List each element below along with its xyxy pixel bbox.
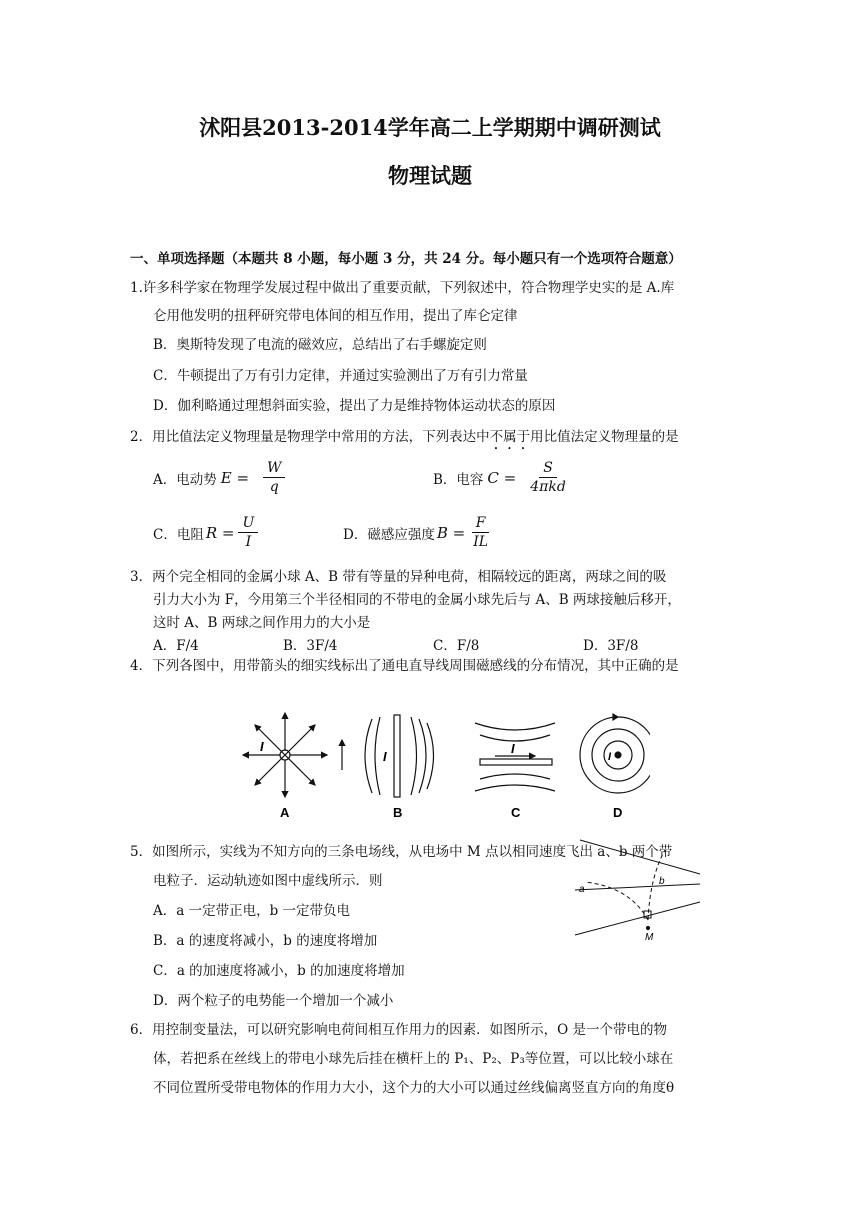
q5-figure <box>570 832 705 942</box>
q1-option-d: D．伽利略通过理想斜面实验，提出了力是维持物体运动状态的原因 <box>153 398 556 414</box>
q3-stem-line3: 这时 A、B 两球之间作用力的大小是 <box>153 615 371 631</box>
q4-figure-d <box>580 714 650 793</box>
q2-option-c <box>153 515 258 550</box>
q5-fig-label-b: b <box>659 876 665 887</box>
q4-stem: 4．下列各图中，用带箭头的细实线标出了通电直导线周围磁感线的分布情况，其中正确的是 <box>130 658 679 674</box>
q2-option-d-lhs: B = <box>436 523 466 542</box>
q2-option-a-lhs: E = <box>220 468 250 487</box>
q2-option-d-label: D．磁感应强度 <box>343 526 435 543</box>
q4-fig-label-c: C <box>511 805 521 820</box>
q2-option-b-label: B．电容 <box>433 471 484 488</box>
q2-option-d-fraction <box>469 515 492 550</box>
section-heading: 一、单项选择题（本题共 8 小题，每小题 3 分，共 24 分。每小题只有一个选项符合题意） <box>130 251 682 267</box>
q2-option-b-lhs: C = <box>487 468 517 487</box>
q4-fig-c-current-label: I <box>511 741 515 756</box>
q5-option-d: D．两个粒子的电势能一个增加一个减小 <box>153 993 394 1009</box>
q2-option-b-denominator: 4πkd <box>530 479 566 495</box>
q5-option-b: B．a 的速度将减小，b 的速度将增加 <box>153 933 378 949</box>
q2-option-c-numerator: U <box>238 515 258 533</box>
q4-figure <box>230 705 650 825</box>
q5-option-a: A．a 一定带正电，b 一定带负电 <box>153 903 351 919</box>
q2-option-b-numerator: S <box>539 460 557 478</box>
q2-stem-emphasis: 不属于 <box>489 429 531 445</box>
q6-stem-line1: 6．用控制变量法，可以研究影响电荷间相互作用力的因素．如图所示，O 是一个带电的物 <box>130 1022 667 1038</box>
q3-option-d: D．3F/8 <box>583 638 639 654</box>
q2-option-c-lhs: R = <box>205 523 235 542</box>
paper-subtitle: 物理试题 <box>388 163 472 188</box>
q4-fig-label-a: A <box>280 805 290 820</box>
q5-fig-label-m: M <box>645 932 654 942</box>
q2-option-b-fraction <box>526 460 570 495</box>
q2-stem <box>130 425 679 453</box>
q4-fig-label-b: B <box>393 805 403 820</box>
q4-fig-b-current-label: I <box>383 749 387 764</box>
q2-option-c-denominator: I <box>245 534 252 550</box>
q5-stem-line2: 电粒子．运动轨迹如图中虚线所示．则 <box>153 873 383 889</box>
q3-option-b: B．3F/4 <box>283 638 338 654</box>
paper-title: 沭阳县2013-2014学年高二上学期期中调研测试 <box>199 115 661 140</box>
q2-stem-post: 用比值法定义物理量的是 <box>530 429 679 445</box>
q2-option-d-denominator: IL <box>473 534 489 550</box>
q5-fig-label-a: a <box>579 884 585 895</box>
q1-option-b: B．奥斯特发现了电流的磁效应，总结出了右手螺旋定则 <box>153 337 487 353</box>
q3-stem-line2: 引力大小为 F，今用第三个半径相同的不带电的金属小球先后与 A、B 两球接触后移开， <box>153 592 681 608</box>
q3-option-c: C．F/8 <box>433 638 480 654</box>
q2-option-a-numerator: W <box>263 460 285 478</box>
q5-option-c: C．a 的加速度将减小，b 的加速度将增加 <box>153 963 405 979</box>
q6-stem-line3: 不同位置所受带电物体的作用力大小，这个力的大小可以通过丝线偏离竖直方向的角度θ <box>153 1080 675 1096</box>
q2-option-a-fraction <box>263 460 285 495</box>
q1-option-c: C．牛顿提出了万有引力定律，并通过实验测出了万有引力常量 <box>153 368 528 384</box>
q4-fig-a-current-label: I <box>260 739 264 754</box>
q5-stem-line1: 5．如图所示，实线为不知方向的三条电场线，从电场中 M 点以相同速度飞出 a、b 两个带 <box>130 844 673 860</box>
q2-option-c-fraction <box>238 515 258 550</box>
q1-stem-line2: 仑用他发明的扭秤研究带电体间的相互作用，提出了库仑定律 <box>153 308 518 324</box>
q1-stem-line1: 1.许多科学家在物理学发展过程中做出了重要贡献，下列叙述中，符合物理学史实的是 A.库 <box>130 280 675 296</box>
q2-option-d <box>343 515 492 550</box>
q2-option-b <box>433 460 570 495</box>
q4-fig-label-d: D <box>613 805 623 820</box>
q3-stem-line1: 3．两个完全相同的金属小球 A、B 带有等量的异种电荷，相隔较远的距离，两球之间的吸 <box>130 569 667 585</box>
q2-option-a <box>153 460 285 495</box>
q3-option-a: A．F/4 <box>153 638 199 654</box>
q2-option-d-numerator: F <box>472 515 490 533</box>
q2-option-c-label: C．电阻 <box>153 526 204 543</box>
q2-option-a-label: A．电动势 <box>153 471 217 488</box>
q4-figure-b <box>342 715 434 797</box>
q2-option-a-denominator: q <box>269 479 279 495</box>
q4-figure-c <box>475 723 555 791</box>
q4-fig-d-current-label: I <box>608 751 612 763</box>
q6-stem-line2: 体，若把系在丝线上的带电小球先后挂在横杆上的 P₁、P₂、P₃等位置，可以比较小球在 <box>153 1051 674 1067</box>
q4-figure-a <box>243 713 327 797</box>
q2-stem-pre: 2．用比值法定义物理量是物理学中常用的方法，下列表达中 <box>130 429 490 445</box>
